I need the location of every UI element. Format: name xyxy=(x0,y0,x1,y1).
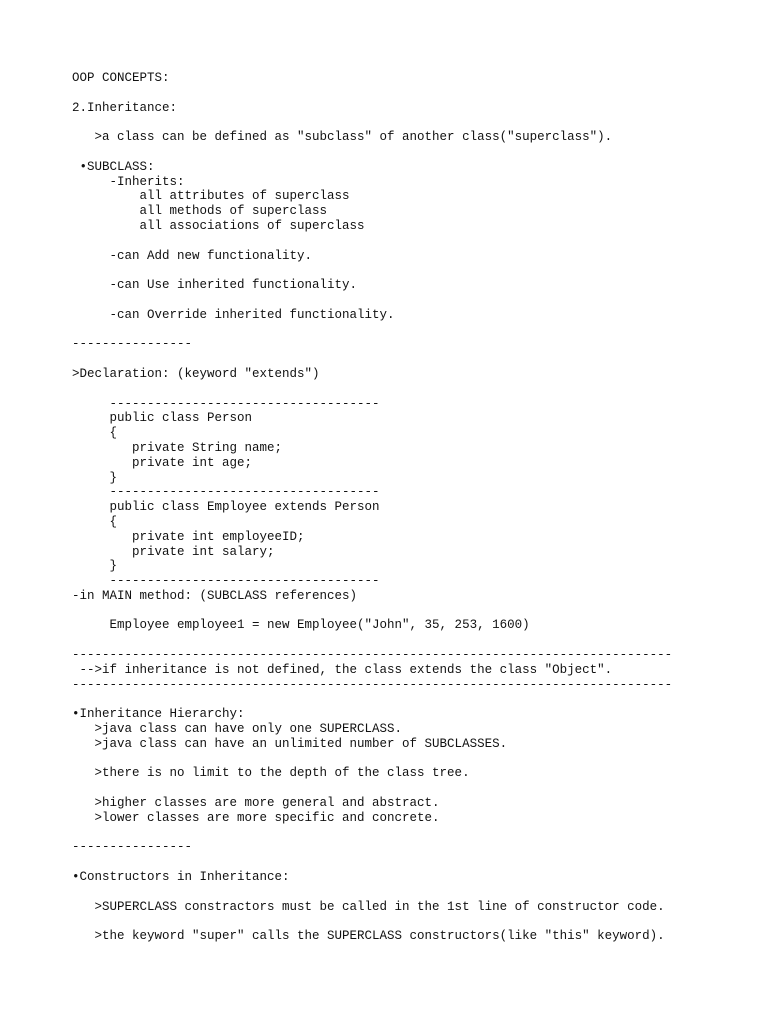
text-line: private String name; xyxy=(72,440,283,455)
text-line: -------------------------------------------------------------------------------- xyxy=(72,648,673,663)
text-line xyxy=(72,352,672,367)
text-line: -can Use inherited functionality. xyxy=(72,278,358,293)
text-line: private int salary; xyxy=(72,544,275,559)
text-line: Employee employee1 = new Employee("John", 35, 253, 1600) xyxy=(72,618,530,633)
text-line: ---------------- xyxy=(72,337,193,352)
text-line: ---------------- xyxy=(72,840,193,855)
text-line: >java class can have an unlimited number of SUBCLASSES. xyxy=(72,736,508,751)
text-line: OOP CONCEPTS: xyxy=(72,71,170,85)
text-line: •Inheritance Hierarchy: xyxy=(72,707,245,722)
text-line: { xyxy=(72,514,118,529)
text-line: { xyxy=(72,426,118,441)
text-line xyxy=(72,604,672,619)
text-line: •Constructors in Inheritance: xyxy=(72,870,290,885)
text-line: >the keyword "super" calls the SUPERCLASS constructors(like "this" keyword). xyxy=(72,929,665,944)
text-line: all associations of superclass xyxy=(72,218,365,233)
text-line: public class Person xyxy=(72,411,253,426)
text-line xyxy=(72,145,672,160)
text-line: -can Add new functionality. xyxy=(72,248,313,263)
text-line: ------------------------------------ xyxy=(72,574,380,589)
text-line xyxy=(72,115,672,130)
text-line: private int age; xyxy=(72,455,253,470)
text-line: ------------------------------------ xyxy=(72,396,380,411)
text-line xyxy=(72,752,672,767)
text-line: } xyxy=(72,470,118,485)
text-line xyxy=(72,86,672,101)
text-line: private int employeeID; xyxy=(72,529,305,544)
text-line: -can Override inherited functionality. xyxy=(72,307,395,322)
text-line: 2.Inheritance: xyxy=(72,100,178,115)
text-line: all attributes of superclass xyxy=(72,189,350,204)
text-line: >java class can have only one SUPERCLASS. xyxy=(72,722,403,737)
text-line: ------------------------------------ xyxy=(72,485,380,500)
text-line xyxy=(72,781,672,796)
text-line xyxy=(72,234,672,249)
text-line xyxy=(72,914,672,929)
text-line: >a class can be defined as "subclass" of another class("superclass"). xyxy=(72,130,613,145)
text-line xyxy=(72,855,672,870)
text-line: } xyxy=(72,559,118,574)
text-line xyxy=(72,263,672,278)
text-line xyxy=(72,633,672,648)
text-line xyxy=(72,692,672,707)
text-line xyxy=(72,293,672,308)
document-body xyxy=(72,71,672,944)
text-line: -Inherits: xyxy=(72,174,185,189)
text-line: >there is no limit to the depth of the class tree. xyxy=(72,766,470,781)
text-line xyxy=(72,382,672,397)
text-line: -->if inheritance is not defined, the class extends the class "Object". xyxy=(72,662,613,677)
text-line xyxy=(72,323,672,338)
text-line: •SUBCLASS: xyxy=(72,159,155,174)
text-line: all methods of superclass xyxy=(72,204,328,219)
text-line: >Declaration: (keyword "extends") xyxy=(72,366,320,381)
text-line: >SUPERCLASS constractors must be called in the 1st line of constructor code. xyxy=(72,899,665,914)
text-line xyxy=(72,826,672,841)
text-line: -in MAIN method: (SUBCLASS references) xyxy=(72,588,358,603)
text-line: -------------------------------------------------------------------------------- xyxy=(72,677,673,692)
text-line xyxy=(72,885,672,900)
text-line: >higher classes are more general and abstract. xyxy=(72,796,440,811)
text-line: >lower classes are more specific and concrete. xyxy=(72,810,440,825)
text-line: public class Employee extends Person xyxy=(72,500,380,515)
